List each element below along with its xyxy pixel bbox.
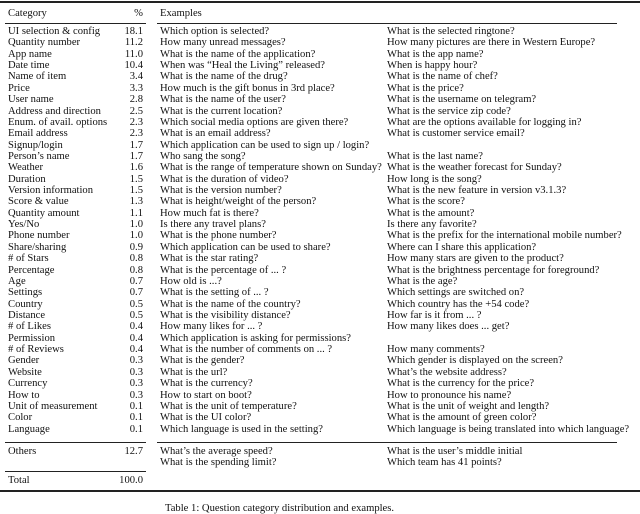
row-percent: 1.7 [129,150,143,162]
row-category: Color [8,412,33,424]
row-example: What is the unit of temperature? [160,400,297,412]
row-example: Which application can be used to sign up / login? [160,139,370,151]
row-category: Settings [8,287,43,299]
total-category: Total [8,475,30,486]
row-example: How many pictures are there in Western Europe? [387,37,596,49]
row-example: Which option is selected? [160,26,270,37]
row-category: UI selection & config [8,26,101,37]
table-row [0,151,640,162]
row-percent: 1.5 [129,185,143,197]
row-example: Is there any travel plans? [160,219,266,231]
row-category: Duration [8,173,46,185]
row-category: Name of item [8,71,67,83]
row-example: What is the currency? [160,378,253,390]
table-row [0,128,640,139]
row-category: Yes/No [8,219,40,231]
others-percent: 12.7 [124,446,143,457]
table-row [0,71,640,82]
row-example: What is the duration of video? [160,173,289,185]
table-row [0,287,640,298]
row-percent: 0.7 [129,287,143,299]
row-example: How long is the song? [387,173,482,185]
row-percent: 2.3 [129,128,143,140]
row-percent: 0.1 [129,423,143,435]
row-example: Is there any favorite? [387,219,477,231]
row-percent: 0.4 [129,332,143,344]
row-category: Version information [8,185,94,197]
row-category: # of Likes [8,321,51,333]
table-row [0,253,640,264]
row-category: User name [8,94,54,106]
row-example: What is the app name? [387,48,484,60]
row-example: What is the star rating? [160,253,259,265]
table-row [0,424,640,435]
table-row [0,412,640,423]
total-rule [5,471,146,472]
row-example: How much is the gift bonus in 3rd place? [160,82,335,94]
row-example: What are the options available for logging in? [387,116,582,128]
row-percent: 3.3 [129,82,143,94]
row-percent: 2.8 [129,94,143,106]
row-category: Currency [8,378,48,390]
row-percent: 0.8 [129,253,143,265]
row-percent: 1.5 [129,173,143,185]
table-row [0,196,640,207]
row-example: How many likes for ... ? [160,321,263,333]
row-category: Website [8,366,42,378]
table-row [0,37,640,48]
row-percent: 0.4 [129,344,143,356]
row-example: How much fat is there? [160,207,259,219]
row-example: Where can I share this application? [387,241,537,253]
category-table-body [0,26,640,435]
row-example: How many comments? [387,344,485,356]
row-percent: 0.4 [129,321,143,333]
table-row [0,117,640,128]
others-example: What’s the average speed? [160,446,273,457]
row-example: What is the name of the drug? [160,71,288,83]
table-row [0,390,640,401]
table-row [0,162,640,173]
row-percent: 2.5 [129,105,143,117]
row-example: What is the selected ringtone? [387,26,515,37]
others-category: Others [8,446,37,457]
row-example: What is the brightness percentage for foreground? [387,264,600,276]
row-percent: 1.0 [129,230,143,242]
row-percent: 10.4 [124,60,143,72]
others-example: What is the spending limit? [160,457,277,468]
row-example: Which gender is displayed on the screen? [387,355,563,367]
row-example: What is the phone number? [160,230,277,242]
row-percent: 1.6 [129,162,143,174]
row-example: Which application is asking for permissions? [160,332,351,344]
row-example: What is the visibility distance? [160,309,291,321]
table-row [0,378,640,389]
table-row [0,185,640,196]
row-example: What is the name of chef? [387,71,498,83]
row-percent: 1.3 [129,196,143,208]
row-percent: 0.3 [129,389,143,401]
row-example: What is the username on telegram? [387,94,537,106]
row-example: How to start on boot? [160,389,252,401]
row-example: Which country has the +54 code? [387,298,530,310]
table-row [0,60,640,71]
table-row [0,355,640,366]
row-example: How old is ...? [160,275,222,287]
top-rule [0,1,640,3]
row-example: Which settings are switched on? [387,287,525,299]
row-example: What is the range of temperature shown on Sunday? [160,162,382,174]
table-row [0,276,640,287]
others-rule-right [157,442,617,443]
row-category: Date time [8,60,50,72]
row-category: Country [8,298,43,310]
bottom-rule [0,490,640,492]
row-example: What is the amount? [387,207,475,219]
table-row [0,94,640,105]
row-category: Person’s name [8,150,70,162]
row-example: What is the version number? [160,185,282,197]
row-category: Enum. of avail. options [8,116,108,128]
row-category: Address and direction [8,105,101,117]
row-example: What is the currency for the price? [387,378,535,390]
row-example: What is the age? [387,275,458,287]
table-row [0,208,640,219]
header-rule-left [5,23,146,24]
row-percent: 0.1 [129,412,143,424]
header-rule-right [157,23,617,24]
row-example: What is height/weight of the person? [160,196,317,208]
row-example: What is the price? [387,82,464,94]
row-percent: 0.7 [129,275,143,287]
row-example: What is the amount of green color? [387,412,537,424]
row-example: What is an email address? [160,128,271,140]
row-percent: 0.3 [129,366,143,378]
row-percent: 0.3 [129,355,143,367]
row-category: Language [8,423,50,435]
row-example: What is customer service email? [387,128,525,140]
row-example: What is the url? [160,366,228,378]
row-example: What is the prefix for the international mobile number? [387,230,622,242]
row-percent: 0.1 [129,400,143,412]
row-percent: 2.3 [129,116,143,128]
table-row [0,265,640,276]
table-row [0,321,640,332]
row-example: How many unread messages? [160,37,286,49]
row-example: What’s the website address? [387,366,507,378]
row-category: Unit of measurement [8,400,98,412]
row-example: What is the percentage of ... ? [160,264,287,276]
row-percent: 11.2 [124,37,143,49]
row-category: Distance [8,309,46,321]
table-row [0,310,640,321]
row-example: Which language is being translated into which language? [387,423,630,435]
row-category: Score & value [8,196,69,208]
row-category: Phone number [8,230,70,242]
table-row [0,26,640,37]
row-percent: 1.7 [129,139,143,151]
header-category: Category [8,8,47,19]
others-rule-left [5,442,146,443]
row-percent: 1.1 [129,207,143,219]
table-caption: Table 1: Question category distribution and examples. [165,503,395,514]
table-row [0,230,640,241]
header-examples: Examples [160,8,202,19]
row-percent: 0.8 [129,264,143,276]
row-example: What is the current location? [160,105,283,117]
row-category: How to [8,389,40,401]
row-example: Which language is used in the setting? [160,423,323,435]
table-row [0,401,640,412]
row-category: Email address [8,128,68,140]
row-example: What is the last name? [387,150,483,162]
others-example: Which team has 41 points? [387,457,502,468]
others-example: What is the user’s middle initial [387,446,523,457]
row-example: When is happy hour? [387,60,478,72]
row-category: # of Stars [8,253,49,265]
row-example: Which application can be used to share? [160,241,331,253]
row-example: What is the service zip code? [387,105,511,117]
row-percent: 3.4 [129,71,143,83]
row-percent: 0.3 [129,378,143,390]
row-category: Share/sharing [8,241,67,253]
row-percent: 11.0 [124,48,143,60]
row-percent: 0.5 [129,309,143,321]
row-example: What is the weather forecast for Sunday? [387,162,562,174]
row-percent: 18.1 [124,26,143,37]
row-example: What is the new feature in version v3.1.3? [387,185,567,197]
table-row [0,299,640,310]
row-percent: 1.0 [129,219,143,231]
table-row [0,83,640,94]
row-category: Permission [8,332,56,344]
table-row [0,219,640,230]
row-example: When was “Heal the Living” released? [160,60,326,72]
row-category: Weather [8,162,44,174]
table-row [0,106,640,117]
row-example: What is the UI color? [160,412,252,424]
row-example: Who sang the song? [160,150,246,162]
table-row [0,140,640,151]
header-percent: % [134,8,143,19]
row-example: How many likes does ... get? [387,321,510,333]
table-row [0,49,640,60]
row-category: Signup/login [8,139,63,151]
table-row [0,367,640,378]
row-example: How far is it from ... ? [387,309,482,321]
row-percent: 0.9 [129,241,143,253]
row-example: How to pronounce his name? [387,389,512,401]
row-example: What is the gender? [160,355,245,367]
row-example: What is the number of comments on ... ? [160,344,333,356]
row-example: What is the name of the user? [160,94,286,106]
row-category: Age [8,275,26,287]
row-category: App name [8,48,52,60]
row-category: Quantity amount [8,207,80,219]
row-example: What is the score? [387,196,465,208]
table-row [0,344,640,355]
row-category: Gender [8,355,40,367]
table-row [0,174,640,185]
row-category: Price [8,82,30,94]
row-example: Which social media options are given there? [160,116,349,128]
row-example: What is the unit of weight and length? [387,400,550,412]
table-row [0,242,640,253]
row-category: # of Reviews [8,344,64,356]
row-example: How many stars are given to the product? [387,253,564,265]
row-example: What is the name of the application? [160,48,316,60]
row-percent: 0.5 [129,298,143,310]
total-percent: 100.0 [119,475,143,486]
row-example: What is the name of the country? [160,298,301,310]
row-category: Quantity number [8,37,81,49]
row-category: Percentage [8,264,55,276]
table-row [0,333,640,344]
row-example: What is the setting of ... ? [160,287,269,299]
